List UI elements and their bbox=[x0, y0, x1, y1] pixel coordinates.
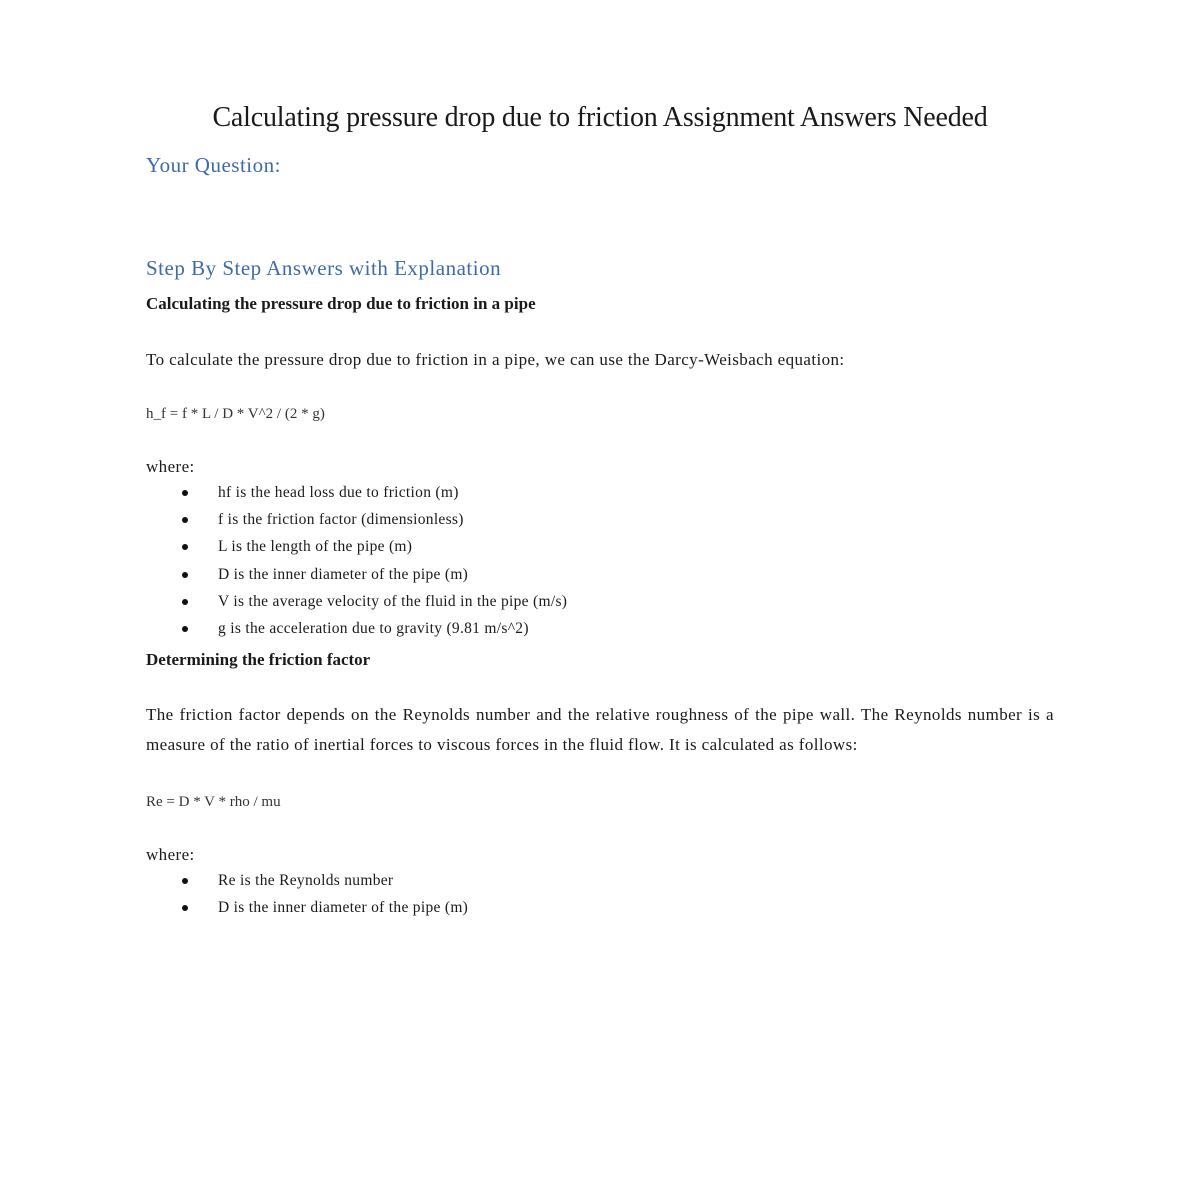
document-page bbox=[146, 96, 1054, 922]
list-item-text: L is the length of the pipe (m) bbox=[218, 538, 413, 556]
bullet-icon bbox=[182, 517, 188, 523]
section2-where-label: where: bbox=[146, 845, 195, 865]
bullet-icon bbox=[182, 626, 188, 632]
answers-heading: Step By Step Answers with Explanation bbox=[146, 256, 502, 280]
section2-variable-list bbox=[146, 867, 1054, 921]
list-item-text: D is the inner diameter of the pipe (m) bbox=[218, 899, 469, 917]
list-item bbox=[146, 479, 1054, 506]
bullet-icon bbox=[182, 572, 188, 578]
section1-variable-list bbox=[146, 479, 1054, 642]
list-item bbox=[146, 533, 1054, 560]
list-item-text: hf is the head loss due to friction (m) bbox=[218, 484, 459, 501]
bullet-icon bbox=[182, 905, 188, 911]
list-item bbox=[146, 561, 1054, 588]
list-item-text: D is the inner diameter of the pipe (m) bbox=[218, 565, 469, 583]
section2-intro: The friction factor depends on the Reynolds number and the relative roughness of the pipe wall. The Reynolds number is a measure of the ratio of inertial forces to viscous forces in the fluid flow. It is calculated as follows: bbox=[146, 705, 1054, 755]
list-item bbox=[146, 867, 1054, 894]
bullet-icon bbox=[182, 599, 188, 605]
list-item bbox=[146, 588, 1054, 615]
reynolds-formula: Re = D * V * rho / mu bbox=[146, 794, 281, 811]
bullet-icon bbox=[182, 878, 188, 884]
list-item-text: Re is the Reynolds number bbox=[218, 872, 394, 890]
section2-subheading: Determining the friction factor bbox=[146, 650, 371, 670]
question-heading: Your Question: bbox=[146, 153, 281, 177]
section1-intro: To calculate the pressure drop due to friction in a pipe, we can use the Darcy-Weisbach equation: bbox=[146, 350, 845, 369]
list-item bbox=[146, 615, 1054, 642]
document-title: Calculating pressure drop due to friction Assignment Answers Needed bbox=[212, 102, 988, 133]
list-item-text: g is the acceleration due to gravity (9.81 m/s^2) bbox=[218, 620, 529, 638]
darcy-weisbach-formula: h_f = f * L / D * V^2 / (2 * g) bbox=[146, 406, 325, 422]
bullet-icon bbox=[182, 544, 188, 550]
list-item-text: V is the average velocity of the fluid in the pipe (m/s) bbox=[218, 592, 568, 610]
list-item bbox=[146, 894, 1054, 921]
list-item-text: f is the friction factor (dimensionless) bbox=[218, 511, 464, 529]
section1-where-label: where: bbox=[146, 457, 195, 476]
section1-subheading: Calculating the pressure drop due to friction in a pipe bbox=[146, 294, 536, 313]
list-item bbox=[146, 506, 1054, 533]
bullet-icon bbox=[182, 490, 188, 496]
